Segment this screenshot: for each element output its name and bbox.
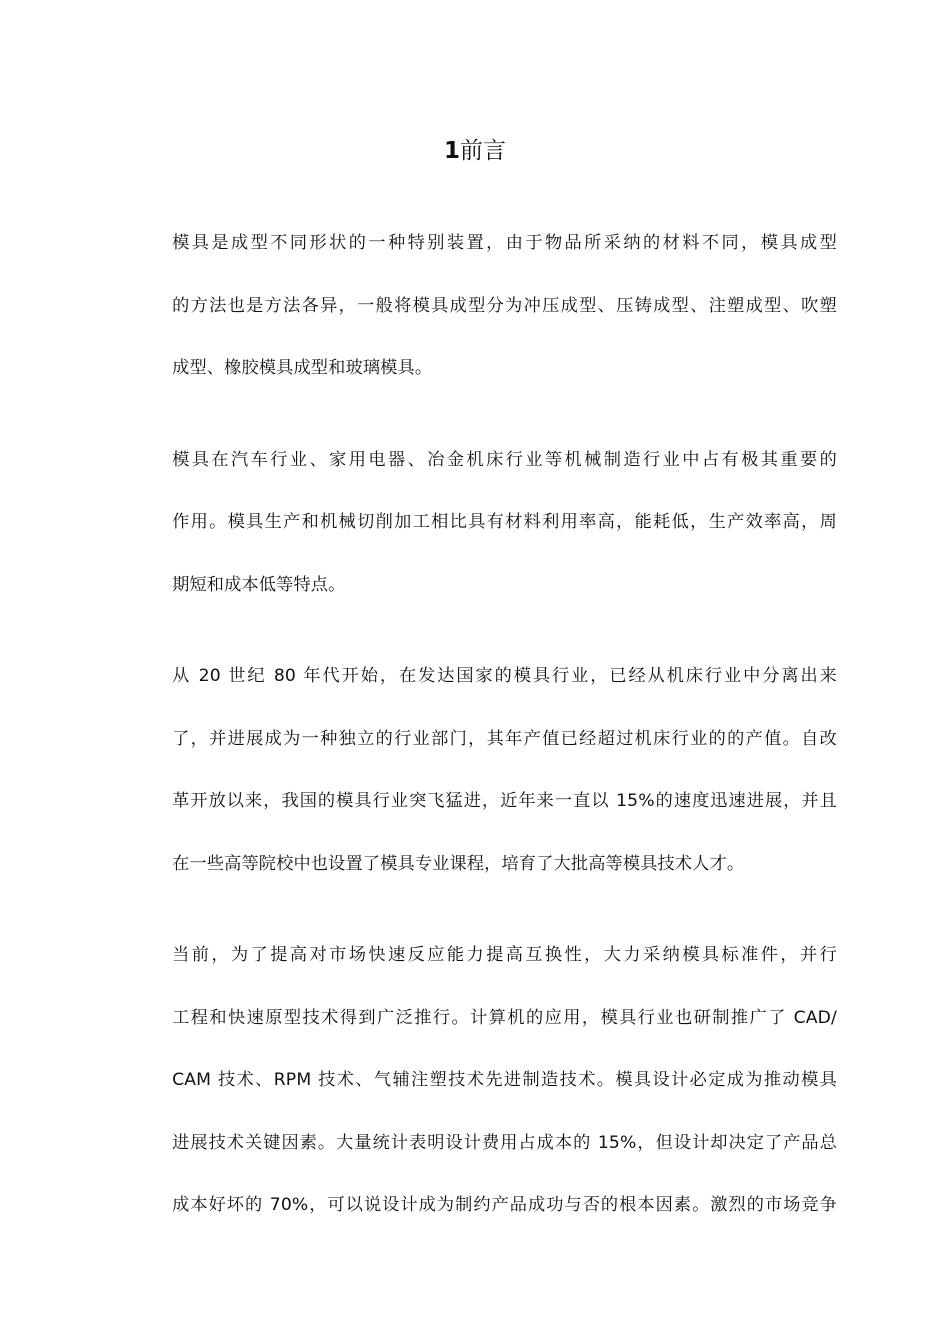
text-line: 工程和快速原型技术得到广泛推行。计算机的应用，模具行业也研制推广了 CAD/ <box>172 1007 837 1028</box>
text-line: 的方法也是方法各异，一般将模具成型分为冲压成型、压铸成型、注塑成型、吹塑 <box>172 295 837 316</box>
text-line: 了，并进展成为一种独立的行业部门，其年产值已经超过机床行业的的产值。自改 <box>172 728 837 749</box>
text-line: 当前，为了提高对市场快速反应能力提高互换性，大力采纳模具标准件，并行 <box>172 945 837 965</box>
text-line: 模具是成型不同形状的一种特别装置，由于物品所采纳的材料不同，模具成型 <box>172 233 837 253</box>
text-line: 期短和成本低等特点。 <box>172 574 346 595</box>
paragraph <box>136 645 837 895</box>
section-heading <box>0 130 950 172</box>
text-line: 革开放以来，我国的模具行业突飞猛进，近年来一直以 15%的速度迅速进展，并且 <box>172 791 837 811</box>
text-line: 从 20 世纪 80 年代开始，在发达国家的模具行业，已经从机床行业中分离出来 <box>172 666 837 686</box>
text-line: 进展技术关键因素。大量统计表明设计费用占成本的 15%，但设计却决定了产品总 <box>172 1132 837 1153</box>
text-line: CAM 技术、RPM 技术、气辅注塑技术先进制造技术。模具设计必定成为推动模具 <box>172 1070 837 1090</box>
body-text <box>136 212 837 1266</box>
paragraph <box>136 429 837 617</box>
text-line: 模具在汽车行业、家用电器、冶金机床行业等机械制造行业中占有极其重要的 <box>172 449 837 470</box>
text-line: 作用。模具生产和机械切削加工相比具有材料利用率高，能耗低，生产效率高，周 <box>172 512 837 532</box>
section-number: 1 <box>443 138 460 164</box>
paragraph <box>136 924 837 1237</box>
section-title: 前言 <box>460 138 506 164</box>
text-line: 成型、橡胶模具成型和玻璃模具。 <box>172 358 433 378</box>
text-line: 成本好坏的 70%，可以说设计成为制约产品成功与否的根本因素。激烈的市场竞争 <box>172 1195 837 1215</box>
paragraph <box>136 212 837 400</box>
text-line: 在一些高等院校中也设置了模具专业课程，培育了大批高等模具技术人才。 <box>172 853 745 874</box>
